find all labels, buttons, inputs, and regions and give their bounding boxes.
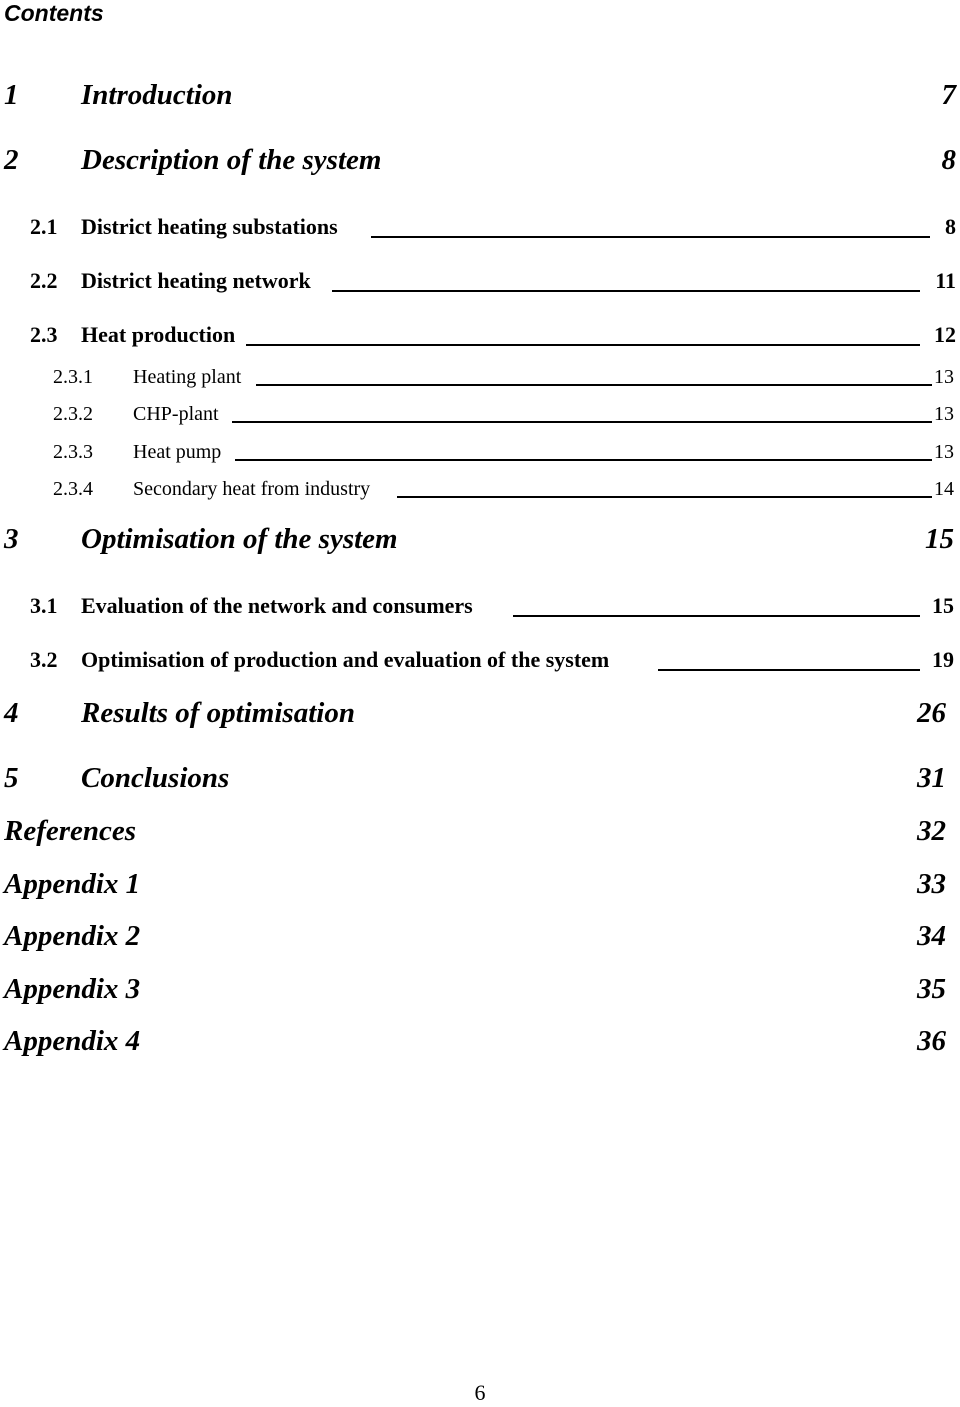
toc-entry-page: 35 [917, 973, 946, 1005]
toc-entry[interactable] [0, 921, 960, 957]
dot-leader [397, 496, 932, 498]
toc-entry-title: Heat production [81, 322, 236, 347]
toc-entry[interactable] [0, 816, 960, 852]
toc-entry[interactable] [0, 469, 960, 505]
toc-entry-title: Heating plant [133, 366, 242, 388]
toc-entry-page: 15 [925, 523, 954, 555]
dot-leader [232, 421, 932, 423]
toc-entry-number: 2.3.4 [53, 478, 93, 500]
toc-entry-number: 4 [4, 697, 19, 729]
toc-entry-page: 31 [917, 762, 946, 794]
toc-entry-number: 2.3 [30, 322, 58, 347]
toc-entry[interactable] [0, 316, 960, 352]
toc-entry-title: Appendix 3 [4, 973, 141, 1005]
toc-entry-title: Optimisation of the system [81, 523, 398, 555]
toc-entry-number: 3.2 [30, 647, 58, 672]
toc-entry-page: 11 [935, 268, 956, 293]
toc-entry[interactable] [0, 80, 960, 116]
toc-entry-number: 5 [4, 762, 19, 794]
page-number: 6 [474, 1380, 486, 1405]
toc-entry[interactable] [0, 262, 960, 298]
page-heading: Contents [4, 0, 104, 26]
toc-entry[interactable] [0, 394, 960, 430]
toc-entry[interactable] [0, 208, 960, 244]
dot-leader [256, 384, 932, 386]
toc-entry-title: District heating substations [81, 214, 338, 239]
toc-entry-page: 12 [934, 322, 956, 347]
toc-entry-number: 2 [4, 144, 19, 176]
toc-entry[interactable] [0, 432, 960, 468]
toc-entry-page: 8 [941, 144, 956, 176]
toc-entry-number: 2.3.2 [53, 403, 93, 425]
toc-entry-page: 32 [917, 815, 946, 847]
toc-entry-number: 2.3.3 [53, 441, 93, 463]
toc-entry-title: Optimisation of production and evaluation of the system [81, 647, 610, 672]
toc-entry-page: 13 [934, 366, 954, 388]
toc-entry-page: 15 [932, 593, 954, 618]
toc-entry-page: 19 [932, 647, 954, 672]
toc-entry-title: Secondary heat from industry [133, 478, 371, 500]
toc-entry-page: 8 [945, 214, 956, 239]
toc-entry-number: 1 [4, 79, 19, 111]
toc-entry[interactable] [0, 641, 960, 677]
toc-entry-page: 13 [934, 441, 954, 463]
toc-entry-number: 3 [4, 523, 19, 555]
dot-leader [235, 459, 932, 461]
toc-entry-title: Conclusions [81, 762, 230, 794]
dot-leader [371, 236, 930, 238]
toc-entry-title: Evaluation of the network and consumers [81, 593, 473, 618]
toc-entry-title: Appendix 4 [4, 1025, 141, 1057]
toc-entry[interactable] [0, 357, 960, 393]
toc-entry[interactable] [0, 763, 960, 799]
toc-entry-page: 13 [934, 403, 954, 425]
toc-entry-page: 34 [917, 920, 946, 952]
toc-entry-page: 26 [917, 697, 946, 729]
toc-entry-page: 14 [934, 478, 954, 500]
toc-entry-page: 7 [941, 79, 956, 111]
toc-entry-number: 3.1 [30, 593, 58, 618]
toc-entry-page: 36 [917, 1025, 946, 1057]
toc-entry[interactable] [0, 869, 960, 905]
toc-entry[interactable] [0, 1026, 960, 1062]
toc-entry[interactable] [0, 524, 960, 560]
toc-entry-title: District heating network [81, 268, 311, 293]
toc-entry-number: 2.2 [30, 268, 58, 293]
toc-entry-title: Description of the system [81, 144, 382, 176]
toc-entry-title: Results of optimisation [81, 697, 355, 729]
toc-entry[interactable] [0, 587, 960, 623]
toc-entry-title: Introduction [81, 79, 233, 111]
toc-entry[interactable] [0, 145, 960, 181]
toc-entry-number: 2.1 [30, 214, 58, 239]
dot-leader [658, 669, 920, 671]
toc-entry-title: Appendix 2 [4, 920, 141, 952]
toc-entry-title: CHP-plant [133, 403, 219, 425]
dot-leader [332, 290, 920, 292]
dot-leader [513, 615, 920, 617]
toc-entry-title: References [4, 815, 137, 847]
toc-entry-title: Heat pump [133, 441, 222, 463]
toc-entry-number: 2.3.1 [53, 366, 93, 388]
toc-entry-page: 33 [917, 868, 946, 900]
dot-leader [246, 344, 920, 346]
toc-entry[interactable] [0, 974, 960, 1010]
toc-entry-title: Appendix 1 [4, 868, 141, 900]
toc-entry[interactable] [0, 698, 960, 734]
